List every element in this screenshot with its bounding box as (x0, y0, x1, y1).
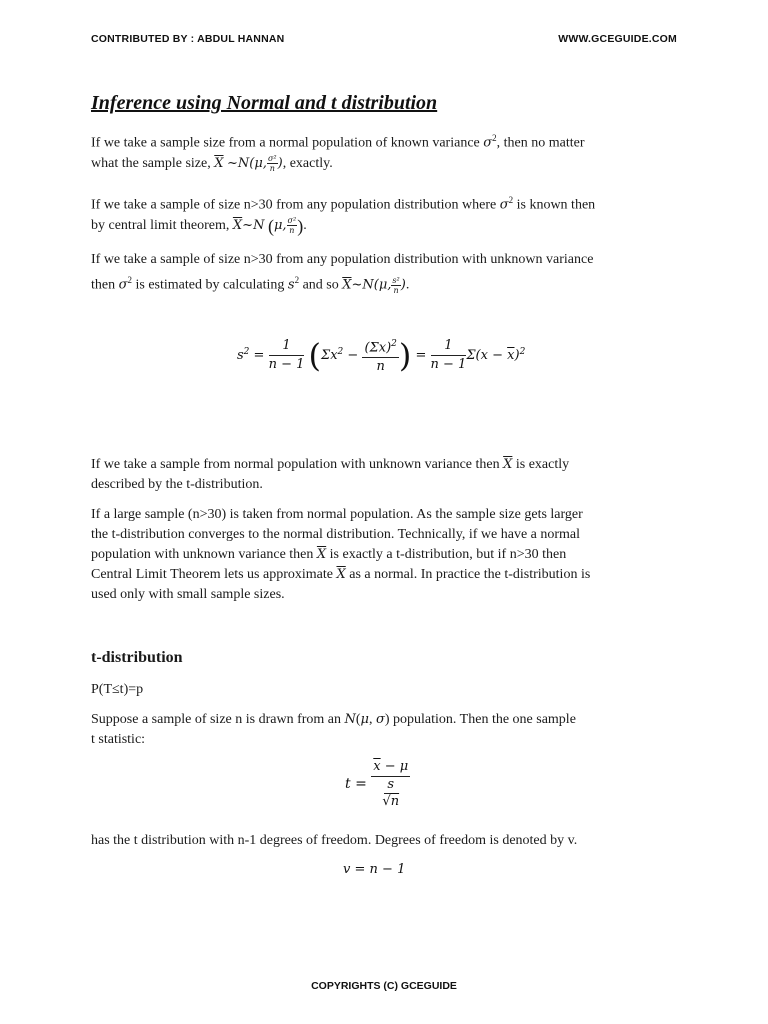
section-heading: t-distribution (91, 649, 183, 666)
text: population with unknown variance then (91, 547, 317, 562)
footer-copyright: COPYRIGHTS (C) GCEGUIDE (311, 980, 457, 992)
paragraph-large-sample: If a large sample (n>30) is taken from normal population. As the sample size gets larger the t-distribution converges to the normal distribution. Technically, if we have a normal population with unknown variance then $\overline{X}$ is exactly a t-distribution, but if n>30 then Central Limit Theorem lets us approximate $\overline{X}$ as a normal. In practice the t-distribution is used only with small sample sizes. (91, 507, 591, 602)
text: and so (299, 277, 343, 293)
paragraph-t-described: If we take a sample from normal population with unknown variance then $\overline{X}$ is exactly described by the t-distribution. (91, 457, 570, 492)
text: is exactly a t-distribution, but if n>30 then (326, 547, 567, 562)
paragraph-clt: If we take a sample of size n>30 from any population distribution where $\sigma^2$ is known then by central limit theorem, $\overline{X}\sim N$ (μ, $\frac{\text{σ²}}{n}$ ). (91, 195, 596, 236)
text: If we take a sample of size n>30 from any population distribution where (91, 197, 500, 213)
text: t statistic: (91, 732, 146, 747)
page-title: Inference using Normal and t distribution (91, 92, 438, 114)
text: Suppose a sample of size n is drawn from an (91, 712, 345, 727)
text: then (91, 277, 119, 293)
text: described by the t-distribution. (91, 477, 263, 492)
text: what the sample size, (91, 155, 215, 171)
fraction: $\frac{\text{σ²}}{n}$ (267, 153, 277, 173)
text: If we take a sample of size n>30 from any population distribution with unknown variance (91, 252, 594, 267)
fraction: $\frac{\text{s²}}{n}$ (392, 275, 400, 295)
text: If a large sample (n>30) is taken from normal population. As the sample size gets larger (91, 507, 583, 522)
text: is known then (513, 197, 596, 213)
text: , exactly. (282, 155, 333, 171)
text: If we take a sample size from a normal population of known variance (91, 135, 484, 151)
paragraph-unknown-variance: If we take a sample of size n>30 from any population distribution with unknown variance then $\sigma^2$ is estimated by calculating $s^2$ and so $\overline{X}\sim N(\mu$, $\frac{\text{s²}}{n}$ ). (91, 252, 594, 295)
text: Central Limit Theorem lets us approximate (91, 567, 337, 582)
header-contributor: CONTRIBUTED BY : ABDUL HANNAN (91, 33, 285, 45)
probability-line: P(T≤t)=p (91, 682, 144, 697)
fraction: $\frac{\text{σ²}}{n}$ (287, 216, 297, 236)
text: is exactly (512, 457, 570, 472)
degrees-of-freedom-equation: v = n − 1 (343, 862, 406, 877)
text: used only with small sample sizes. (91, 587, 285, 602)
text: population. Then the one sample (389, 712, 576, 727)
t-statistic-equation: t = $\overline{x} - \mu$ s √n (345, 759, 409, 809)
text: by central limit theorem, (91, 217, 233, 233)
paragraph-degrees-freedom: has the t distribution with n-1 degrees of freedom. Degrees of freedom is denoted by v. (91, 833, 578, 848)
text: is estimated by calculating (131, 277, 288, 293)
text: as a normal. In practice the t-distribution is (345, 567, 591, 582)
paragraph-known-variance: If we take a sample size from a normal population of known variance $\sigma^2$, then no matter what the sample size, $\overline{X}$ ~N(μ, $\frac{\text{σ²}}{n}$ ), exactly. (91, 133, 585, 173)
text: , then no matter (496, 135, 585, 151)
paragraph-one-sample: Suppose a sample of size n is drawn from an N(μ, σ) population. Then the one sample t statistic: (91, 712, 576, 747)
text: If we take a sample from normal population with unknown variance then (91, 457, 504, 472)
sample-variance-equation: $s^2$ = $\frac{1}{n - 1}$ ($\Sigma x^2$ − $\frac{(\Sigma x)^2}{n}$ ) = $\frac{1}{n - 1}$ $\Sigma(x - \overline{x})^2$ (237, 336, 526, 375)
text: the t-distribution converges to the normal distribution. Technically, if we have a normal (91, 527, 581, 542)
header-website: WWW.GCEGUIDE.COM (558, 33, 677, 45)
